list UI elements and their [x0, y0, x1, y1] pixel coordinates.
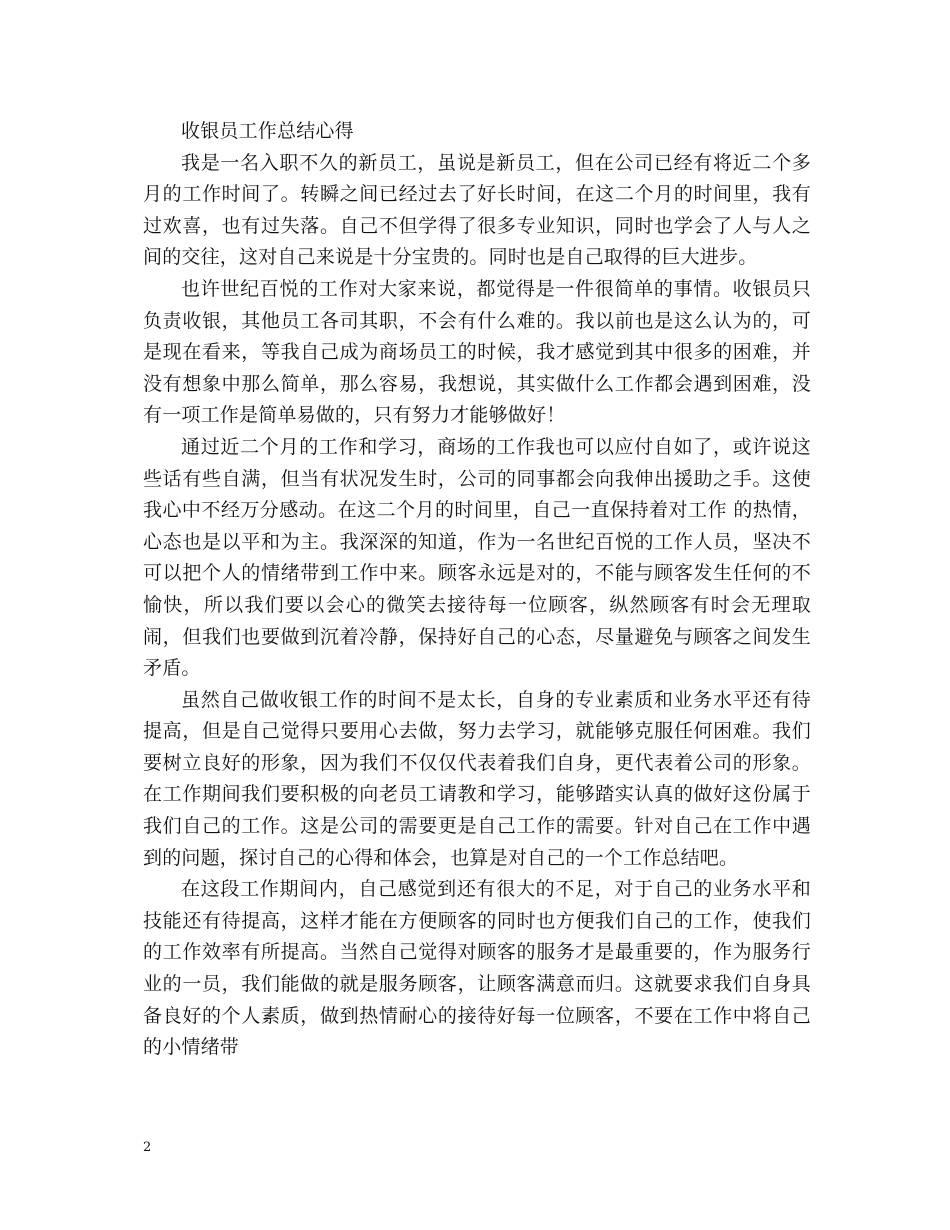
document-title: 收银员工作总结心得: [181, 120, 354, 142]
paragraph-1: 我是一名入职不久的新员工，虽说是新员工，但在公司已经有将近二个多月的工作时间了。转瞬之间已经过去了好长时间，在这二个月的时间里，我有过欢喜，也有过失落。自己不但学得了很多专业知识，同时也学会了人与人之间的交往，这对自己来说是十分宝贵的。同时也是自己取得的巨大进步。: [143, 151, 811, 269]
document-body: [143, 116, 811, 1064]
paragraph-5: 在这段工作期间内，自己感觉到还有很大的不足，对于自己的业务水平和技能还有待提高，这样才能在方便顾客的同时也方便我们自己的工作，使我们的工作效率有所提高。当然自己觉得对顾客的服务才是最重要的，作为服务行业的一员，我们能做的就是服务顾客，让顾客满意而归。这就要求我们自身具备良好的个人素质，做到热情耐心的接待好每一位顾客，不要在工作中将自己的小情绪带: [143, 878, 811, 1059]
page-number: 2: [143, 1140, 152, 1155]
paragraph-3: 通过近二个月的工作和学习，商场的工作我也可以应付自如了，或许说这些话有些自满，但当有状况发生时，公司的同事都会向我伸出援助之手。这使我心中不经万分感动。在这二个月的时间里，自己一直保持着对工作 的热情，心态也是以平和为主。我深深的知道，作为一名世纪百悦的工作人员，坚决不可以把个人的情绪带到工作中来。顾客永远是对的，不能与顾客发生任何的不愉快，所以我们要以会心的微笑去接待每一位顾客，纵然顾客有时会无理取闹，但我们也要做到沉着冷静，保持好自己的心态，尽量避免与顾客之间发生矛盾。: [143, 435, 811, 680]
paragraph-2: 也许世纪百悦的工作对大家来说，都觉得是一件很简单的事情。收银员只负责收银，其他员工各司其职，不会有什么难的。我以前也是这么认为的，可是现在看来，等我自己成为商场员工的时候，我才感觉到其中很多的困难，并没有想象中那么简单，那么容易，我想说，其实做什么工作都会遇到困难，没有一项工作是简单易做的，只有努力才能够做好！: [143, 277, 811, 427]
paragraph-4: 虽然自己做收银工作的时间不是太长，自身的专业素质和业务水平还有待提高，但是自己觉得只要用心去做，努力去学习，就能够克服任何困难。我们要树立良好的形象，因为我们不仅仅代表着我们自身，更代表着公司的形象。在工作期间我们要积极的向老员工请教和学习，能够踏实认真的做好这份属于我们自己的工作。这是公司的需要更是自己工作的需要。针对自己在工作中遇到的问题，探讨自己的心得和体会，也算是对自己的一个工作总结吧。: [143, 688, 811, 869]
